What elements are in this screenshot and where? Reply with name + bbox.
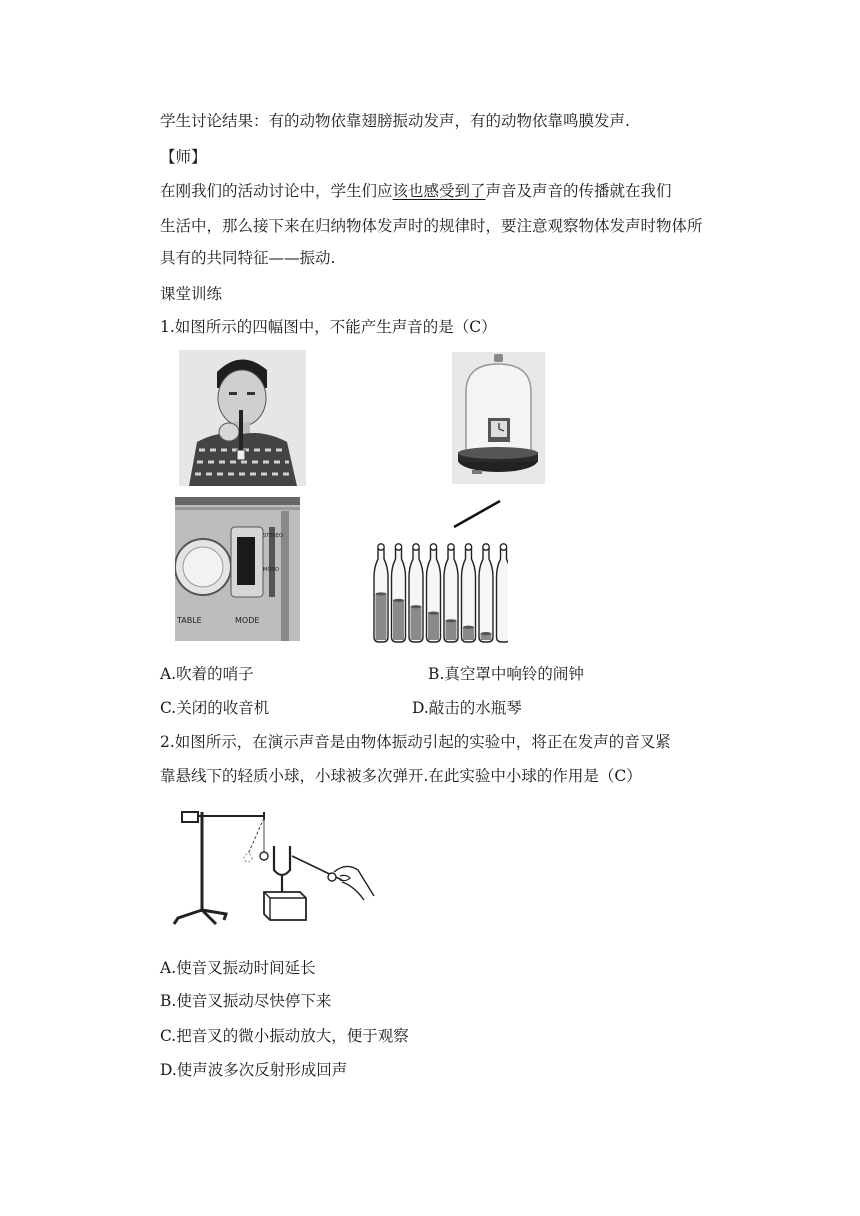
bottle-water <box>428 613 439 640</box>
bottle-water <box>393 600 404 640</box>
bottle <box>497 549 509 642</box>
teacher-tag: 【师】 <box>160 148 207 166</box>
bottle-cap <box>395 544 401 550</box>
radio-mono-label: MONO <box>263 567 279 573</box>
bottle-water <box>376 594 387 640</box>
bottles-group <box>374 544 508 642</box>
radio-table-label: TABLE <box>177 616 202 625</box>
bottle-water <box>411 607 422 640</box>
water-surface <box>481 632 492 635</box>
bottle-cap <box>483 544 489 550</box>
radio-stereo-label: STEREO <box>263 533 283 539</box>
q1-option-a: A.吹着的哨子 <box>160 665 254 683</box>
q2-stem-line2: 靠悬线下的轻质小球，小球被多次弹开.在此实验中小球的作用是（C） <box>160 767 642 785</box>
water-surface <box>463 626 474 629</box>
bottle-cap <box>465 544 471 550</box>
teacher-paragraph-line2: 生活中，那么接下来在归纳物体发声时的规律时，要注意观察物体发声时物体所 <box>160 217 703 235</box>
bottle-cap <box>430 544 436 550</box>
boy-whistle-image <box>179 350 306 486</box>
teacher-text-b: 声音及声音的传播就在我们 <box>485 182 672 200</box>
q2-stem-line1: 2.如图所示，在演示声音是由物体振动引起的实验中，将正在发声的音叉紧 <box>160 733 671 751</box>
q1-option-b: B.真空罩中响铃的闹钟 <box>428 665 584 683</box>
bottle-water <box>446 621 457 640</box>
bottle-cap <box>500 544 506 550</box>
water-surface <box>393 599 404 602</box>
q2-option-c: C.把音叉的微小振动放大，便于观察 <box>160 1027 409 1045</box>
bottle-cap <box>378 544 384 550</box>
teacher-paragraph-line3: 具有的共同特征——振动. <box>160 249 336 267</box>
radio-off-image <box>175 497 300 641</box>
water-bottles-image <box>368 497 508 643</box>
bottle-cap <box>448 544 454 550</box>
bottle-cap <box>413 544 419 550</box>
q1-stem: 1.如图所示的四幅图中，不能产生声音的是（C） <box>160 318 497 336</box>
bottle <box>479 549 493 642</box>
q2-option-d: D.使声波多次反射形成回声 <box>160 1061 348 1079</box>
q1-option-c: C.关闭的收音机 <box>160 699 270 717</box>
water-surface <box>446 619 457 622</box>
q1-option-d: D.敲击的水瓶琴 <box>412 699 522 717</box>
radio-mode-label: MODE <box>235 616 260 625</box>
water-surface <box>411 605 422 608</box>
q2-option-a: A.使音叉振动时间延长 <box>160 959 316 977</box>
water-surface <box>428 612 439 615</box>
bell-jar-clock-image <box>452 352 545 484</box>
q2-option-b: B.使音叉振动尽快停下来 <box>160 992 332 1010</box>
bottle-water <box>463 627 474 640</box>
teacher-text-a: 在刚我们的活动讨论中，学生们应 <box>160 182 393 200</box>
tuning-fork-experiment-image <box>160 800 380 930</box>
teacher-paragraph-line1 <box>160 181 672 201</box>
section-heading: 课堂训练 <box>160 285 223 303</box>
discussion-result-text: 学生讨论结果：有的动物依靠翅膀振动发声，有的动物依靠鸣膜发声. <box>160 112 630 130</box>
underlined-text: 该也感受到了 <box>392 182 486 200</box>
water-surface <box>376 592 387 595</box>
